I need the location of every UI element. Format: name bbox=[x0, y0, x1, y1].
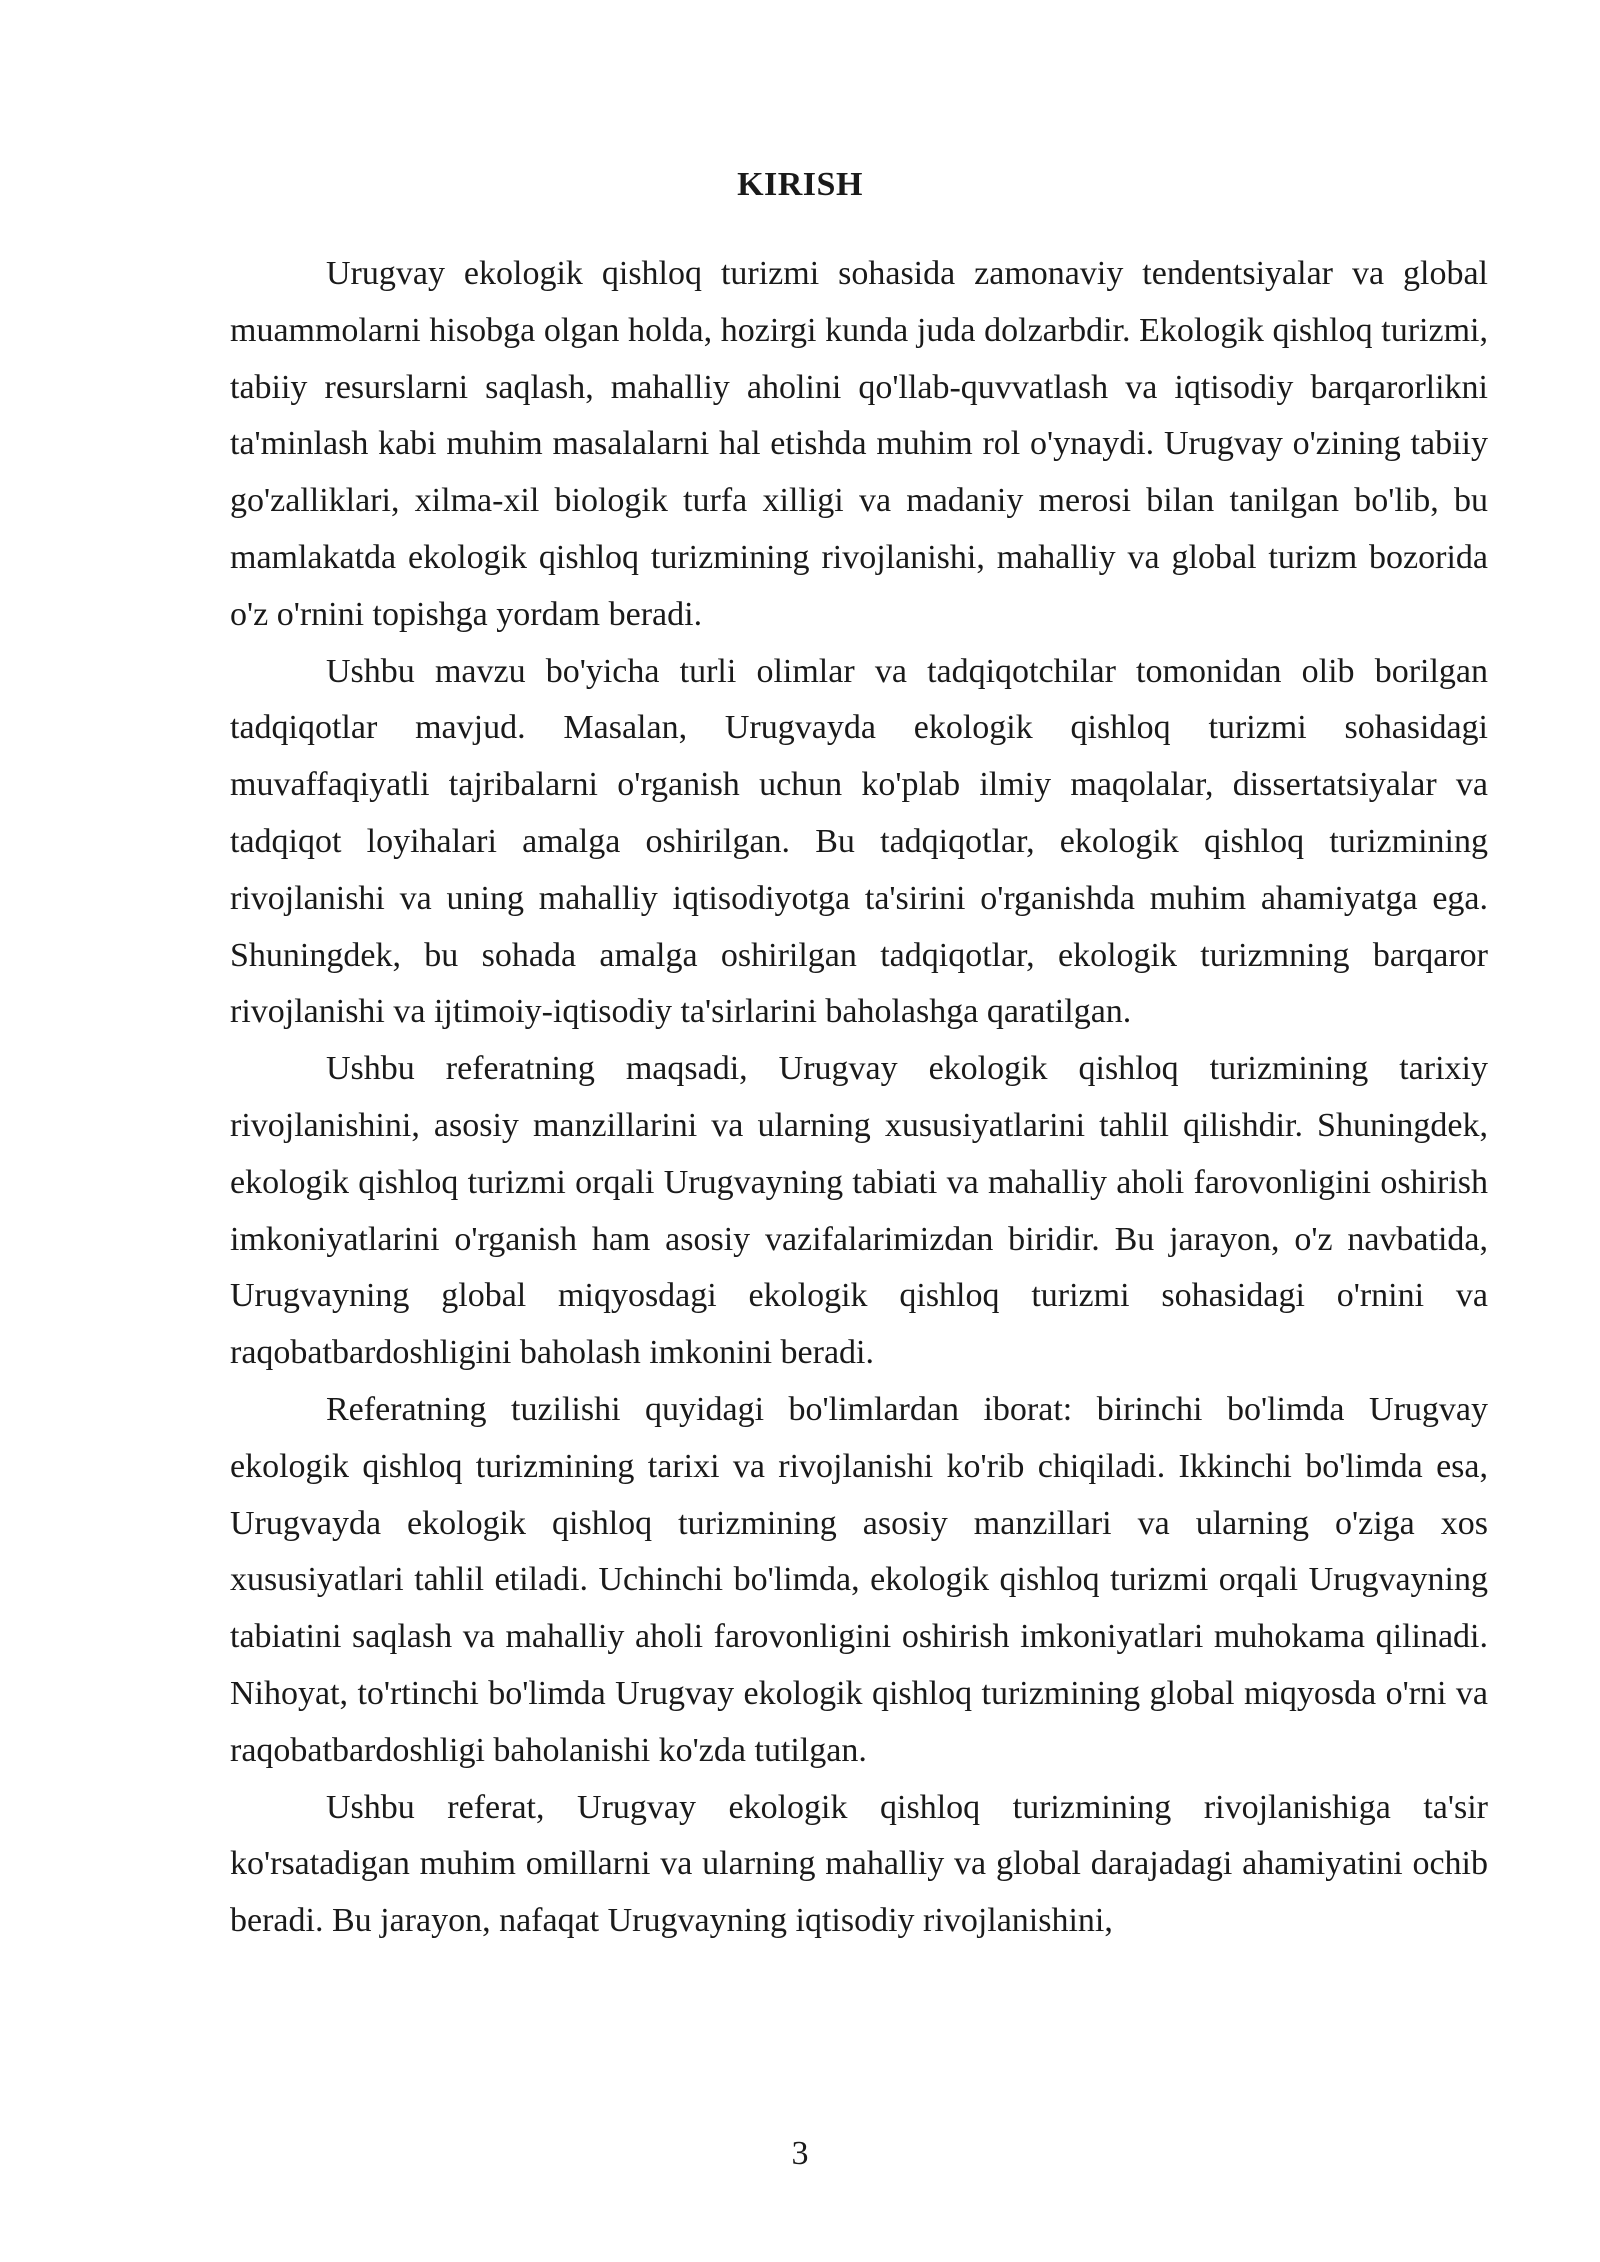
page-number: 3 bbox=[791, 2135, 809, 2172]
paragraph: Ushbu referat, Urugvay ekologik qishloq turizmining rivojlanishiga ta'sir ko'rsatadigan muhim omillarni va ularning mahalliy va global darajadagi ahamiyatini ochib beradi. Bu jarayon, nafaqat Urugvayning iqtisodiy rivojlanishini, bbox=[230, 1788, 1488, 1940]
paragraph: Ushbu mavzu bo'yicha turli olimlar va tadqiqotchilar tomonidan olib borilgan tadqiqotlar mavjud. Masalan, Urugvayda ekologik qishloq turizmi sohasidagi muvaffaqiyatli tajribalarni o'rganish uchun ko'plab ilmiy maqolalar, dissertatsiyalar va tadqiqot loyihalari amalga oshirilgan. Bu tadqiqotlar, ekologik qishloq turizmining rivojlanishi va uning mahalliy iqtisodiyotga ta'sirini o'rganishda muhim ahamiyatga ega. Shuningdek, bu sohada amalga oshirilgan tadqiqotlar, ekologik turizmning barqaror rivojlanishi va ijtimoiy-iqtisodiy ta'sirlarini baholashga qaratilgan. bbox=[230, 652, 1488, 1031]
section-title: KIRISH bbox=[737, 166, 863, 203]
paragraph: Ushbu referatning maqsadi, Urugvay ekologik qishloq turizmining tarixiy rivojlanishini, asosiy manzillarini va ularning xususiyatlarini tahlil qilishdir. Shuningdek, ekologik qishloq turizmi orqali Urugvayning tabiati va mahalliy aholi farovonligini oshirish imkoniyatlarini o'rganish ham asosiy vazifalarimizdan biridir. Bu jarayon, o'z navbatida, Urugvayning global miqyosdagi ekologik qishloq turizmi sohasidagi o'rnini va raqobatbardoshligini baholash imkonini beradi. bbox=[230, 1050, 1488, 1372]
paragraph: Urugvay ekologik qishloq turizmi sohasida zamonaviy tendentsiyalar va global muammolarni hisobga olgan holda, hozirgi kunda juda dolzarbdir. Ekologik qishloq turizmi, tabiiy resurslarni saqlash, mahalliy aholini qo'llab-quvvatlash va iqtisodiy barqarorlikni ta'minlash kabi muhim masalalarni hal etishda muhim rol o'ynaydi. Urugvay o'zining tabiiy go'zalliklari, xilma-xil biologik turfa xilligi va madaniy merosi bilan tanilgan bo'lib, bu mamlakatda ekologik qishloq turizmining rivojlanishi, mahalliy va global turizm bozorida o'z o'rnini topishga yordam beradi. bbox=[230, 255, 1488, 633]
body-text bbox=[230, 246, 1488, 1950]
paragraph: Referatning tuzilishi quyidagi bo'limlardan iborat: birinchi bo'limda Urugvay ekologik qishloq turizmining tarixi va rivojlanishi ko'rib chiqiladi. Ikkinchi bo'limda esa, Urugvayda ekologik qishloq turizmining asosiy manzillari va ularning o'ziga xos xususiyatlari tahlil etiladi. Uchinchi bo'limda, ekologik qishloq turizmi orqali Urugvayning tabiatini saqlash va mahalliy aholi farovonligini oshirish imkoniyatlari muhokama qilinadi. Nihoyat, to'rtinchi bo'limda Urugvay ekologik qishloq turizmining global miqyosda o'rni va raqobatbardoshligi baholanishi ko'zda tutilgan. bbox=[230, 1390, 1488, 1769]
